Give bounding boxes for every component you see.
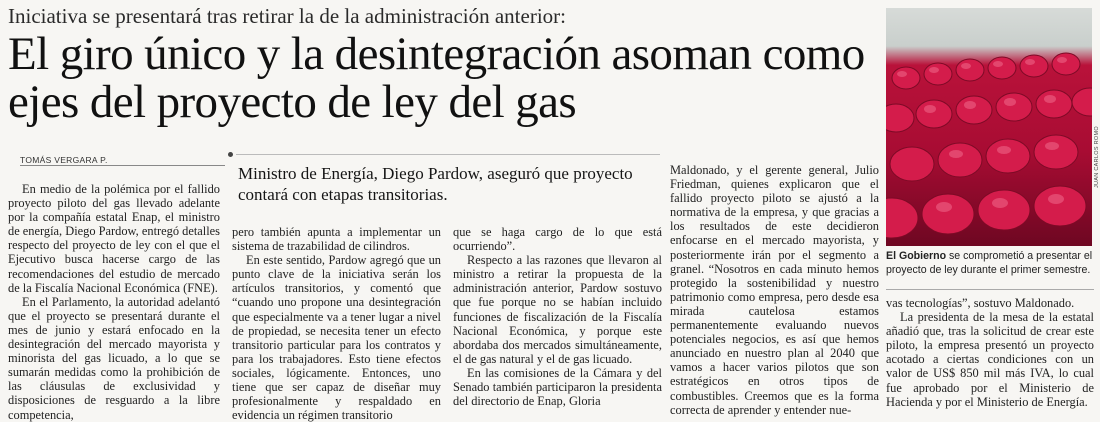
paragraph: La presidenta de la mesa de la estatal añadió que, tras la solicitud de crear este piloto, la empresa presentó un proyecto acotado a ciertas condiciones con un valor de US$ 850 mil más IVA, lo cual fue aprobado por el Ministerio de Hacienda y por el Ministerio de Energía. xyxy=(886,310,1094,409)
caption-lead: El Gobierno xyxy=(886,250,947,262)
paragraph: En este sentido, Pardow agregó que un punto clave de la iniciativa serán los artículos transitorios, y comentó que “cuando uno propone una desintegración que especialmente va a tener lugar a nivel de propiedad, se necesita tener un efecto transitorio particular para los contratos y para los trabajadores. Esto tiene efectos sociales, lógicamente. Entonces, uno tiene que ser capaz de diseñar muy profesionalmente y respaldado en evidencia un régimen transitorio xyxy=(232,253,441,422)
kicker: Iniciativa se presentará tras retirar la de la administración anterior: xyxy=(8,4,566,28)
byline-rule xyxy=(20,165,225,166)
article-column-5 xyxy=(886,296,1094,409)
paragraph: Respecto a las razones que llevaron al ministro a retirar la propuesta de la administración anterior, Pardow sostuvo que fue porque no se habían incluido funciones de fiscalización de la Fiscalía Nacional Económica, y porque este abordaba dos mercados simultáneamente, el de gas natural y el de gas licuado. xyxy=(453,253,662,366)
paragraph: En medio de la polémica por el fallido proyecto piloto del gas llevado adelante por la compañía estatal Enap, el ministro de energía, Diego Pardow, entregó detalles respecto del proyecto de ley con el que el Ejecutivo busca hacerse cargo de las recomendaciones del estudio de mercado de la Fiscalía Nacional Económica (FNE). xyxy=(8,182,220,295)
pull-quote-rule xyxy=(236,154,660,155)
paragraph: pero también apunta a implementar un sistema de trazabilidad de cilindros. xyxy=(232,225,441,254)
headline: El giro único y la desintegración asoman como ejes del proyecto de ley del gas xyxy=(8,28,865,128)
paragraph: Maldonado, y el gerente general, Julio Friedman, quienes explicaron que el fallido proyecto piloto se ajustó a la normativa de la empresa, y que gracias a los resultados de este decidieron enfocarse en el mercado mayorista, y posteriormente irán por el segmento a granel. “Nosotros en cada minuto hemos protegido la sostenibilidad y nuestro patrimonio como empresa, pero desde esa mirada cautelosa estamos permanentemente evaluando nuevos potenciales negocios, es así que hemos anunciado en nuestro plan al 2040 que vamos a hacer varios pilotos que son estratégicos en otros tipos de combustibles. Creemos que es la forma correcta de aprender y entender nue- xyxy=(670,163,879,417)
paragraph: vas tecnologías”, sostuvo Maldonado. xyxy=(886,296,1075,310)
paragraph: que se haga cargo de lo que está ocurriendo”. xyxy=(453,225,662,254)
article-column-1 xyxy=(8,182,220,422)
byline: TOMÁS VERGARA P. xyxy=(20,155,108,165)
photo-caption xyxy=(886,250,1094,277)
photo-credit: JUAN CARLOS ROMO xyxy=(1094,126,1100,188)
paragraph: En las comisiones de la Cámara y del Senado también participaron la presidenta del directorio de Enap, Gloria xyxy=(453,365,662,409)
caption-rule xyxy=(886,289,1094,290)
article-column-4 xyxy=(670,163,879,417)
pull-quote-bullet xyxy=(228,152,233,157)
paragraph: En el Parlamento, la autoridad adelantó que el proyecto se presentará durante el mes de junio y estará enfocado en la desintegración del mercado mayorista y minorista del gas licuado, a lo que se sumarán medidas como la prohibición de las cláusulas de exclusividad y disposiciones de resguardo a la libre competencia, xyxy=(8,294,220,422)
pull-quote: Ministro de Energía, Diego Pardow, aseguró que proyecto contará con etapas transitorias. xyxy=(238,164,633,204)
article-column-2 xyxy=(232,225,441,422)
gas-cylinders-photo xyxy=(886,8,1092,246)
article-column-3 xyxy=(453,225,662,408)
caption-text: se comprometió a presentar el proyecto de ley durante el primer semestre. xyxy=(886,250,1093,276)
